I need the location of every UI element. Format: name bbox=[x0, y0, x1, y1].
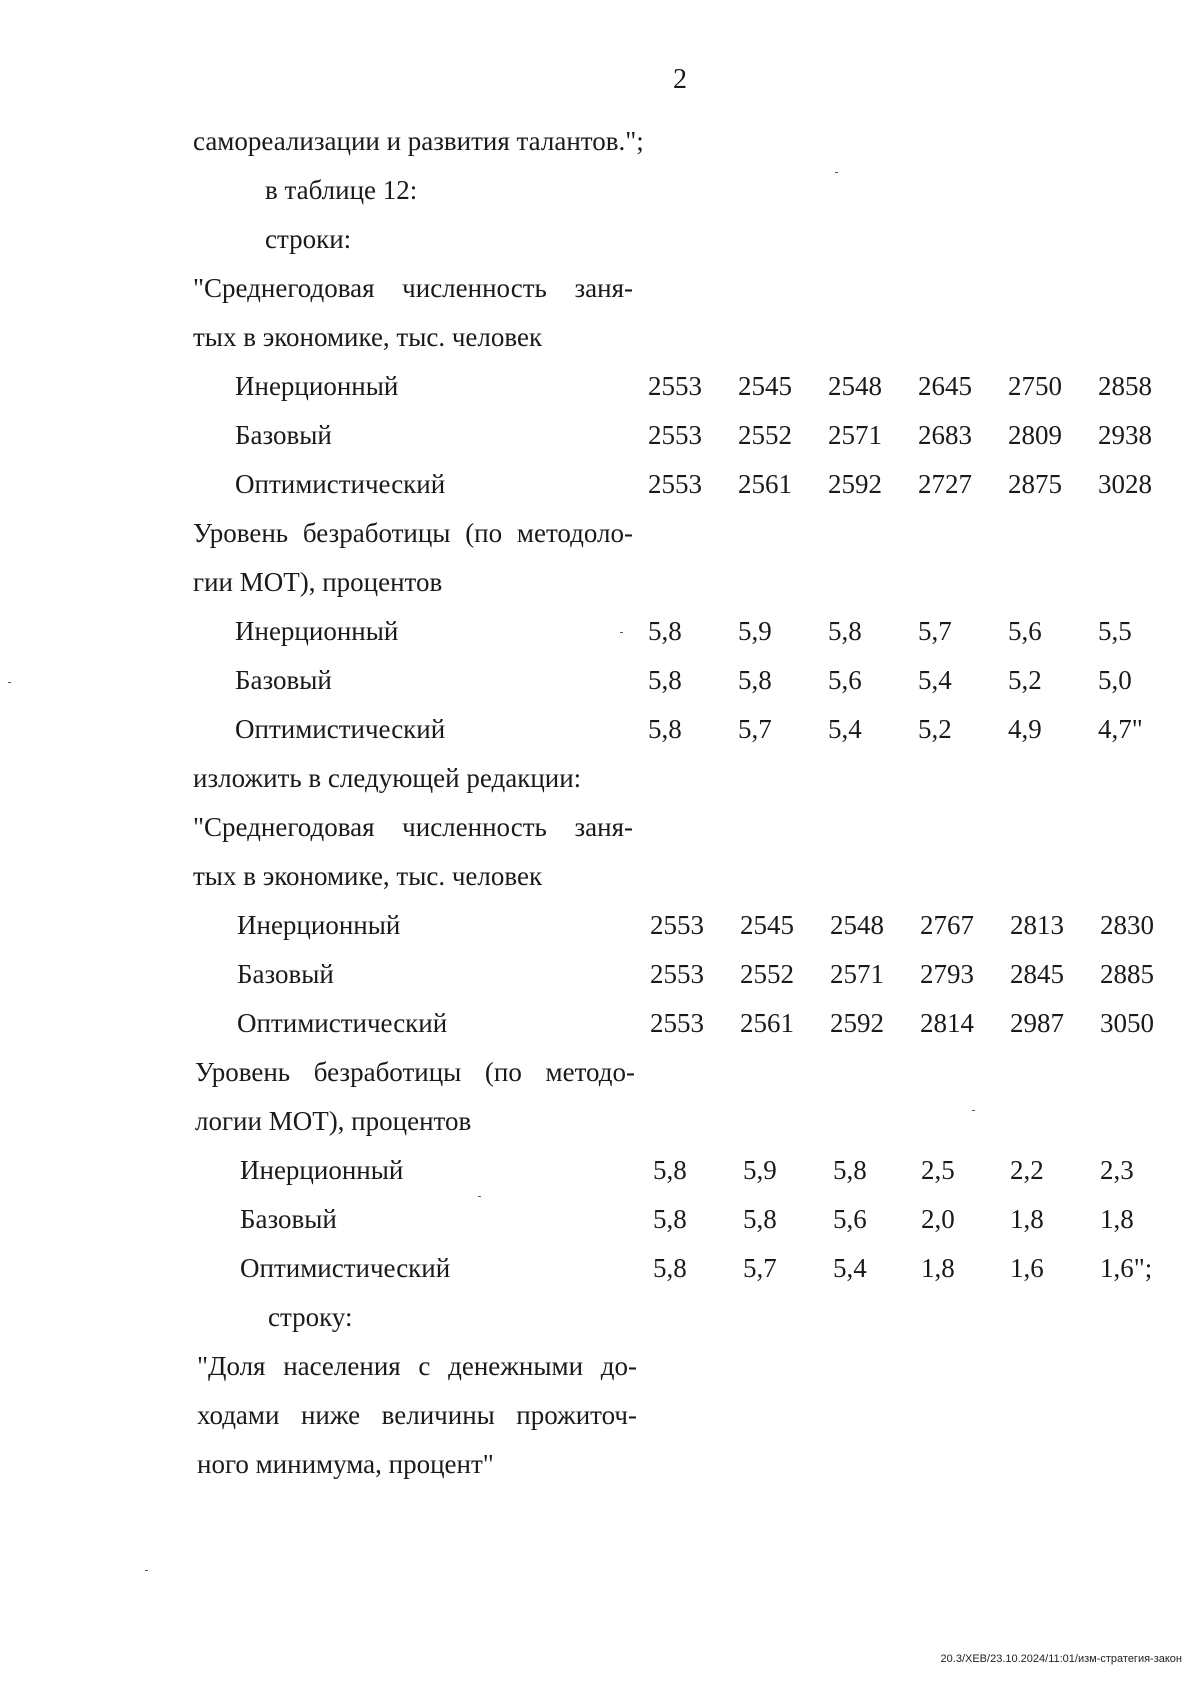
table-cell: 2727 bbox=[918, 469, 972, 499]
page-number: 2 bbox=[673, 64, 687, 95]
scan-speck bbox=[8, 682, 11, 683]
table-cell: 2,0 bbox=[921, 1204, 955, 1234]
table-cell: 2561 bbox=[738, 469, 792, 499]
old-unemployment-row bbox=[0, 614, 1200, 648]
table-cell: 2552 bbox=[738, 420, 792, 450]
table-cell: 1,8 bbox=[1100, 1204, 1134, 1234]
new-unemployment-row bbox=[0, 1251, 1200, 1285]
table-cell: 2553 bbox=[648, 371, 702, 401]
scenario-name: Инерционный bbox=[237, 910, 401, 940]
new-unemployment-row bbox=[0, 1202, 1200, 1236]
scenario-name: Оптимистический bbox=[240, 1253, 451, 1283]
table-cell: 2809 bbox=[1008, 420, 1062, 450]
table-cell: 1,8 bbox=[921, 1253, 955, 1283]
scan-speck bbox=[478, 1196, 481, 1197]
table-cell: 2571 bbox=[830, 959, 884, 989]
table-cell: 5,8 bbox=[828, 616, 862, 646]
old-employment-label bbox=[193, 271, 633, 305]
new-unemployment-label-line-1: Уровень безработицы (по методо- bbox=[195, 1057, 635, 1087]
scenario-name: Базовый bbox=[235, 665, 332, 695]
table-cell: 5,6 bbox=[833, 1204, 867, 1234]
old-unemployment-row bbox=[0, 712, 1200, 746]
scenario-name: Оптимистический bbox=[235, 469, 446, 499]
table-cell: 2830 bbox=[1100, 910, 1154, 940]
table-cell: 5,6 bbox=[828, 665, 862, 695]
table-cell: 5,2 bbox=[1008, 665, 1042, 695]
intro-line-3: строки: bbox=[265, 224, 352, 254]
scenario-name: Оптимистический bbox=[235, 714, 446, 744]
table-cell: 4,9 bbox=[1008, 714, 1042, 744]
table-cell: 2813 bbox=[1010, 910, 1064, 940]
table-cell: 2814 bbox=[920, 1008, 974, 1038]
closing-line-4: ного минимума, процент" bbox=[197, 1449, 494, 1479]
old-employment-row bbox=[0, 418, 1200, 452]
table-cell: 5,6 bbox=[1008, 616, 1042, 646]
scan-speck bbox=[972, 1110, 975, 1111]
old-employment-label-line-2: тых в экономике, тыс. человек bbox=[193, 322, 543, 352]
table-cell: 2592 bbox=[830, 1008, 884, 1038]
table-cell: 3050 bbox=[1100, 1008, 1154, 1038]
table-cell: 2767 bbox=[920, 910, 974, 940]
new-employment-row bbox=[0, 1006, 1200, 1040]
table-cell: 2683 bbox=[918, 420, 972, 450]
table-cell: 2875 bbox=[1008, 469, 1062, 499]
table-cell: 2545 bbox=[740, 910, 794, 940]
table-cell: 5,8 bbox=[653, 1155, 687, 1185]
new-employment-row bbox=[0, 957, 1200, 991]
new-employment-label-line-1: "Среднегодовая численность заня- bbox=[193, 812, 633, 842]
table-cell: 2592 bbox=[828, 469, 882, 499]
table-cell: 5,8 bbox=[833, 1155, 867, 1185]
table-cell: 2793 bbox=[920, 959, 974, 989]
intro-line-1: самореализации и развития талантов."; bbox=[193, 126, 644, 156]
table-cell: 1,6"; bbox=[1100, 1253, 1153, 1283]
table-cell: 2571 bbox=[828, 420, 882, 450]
old-unemployment-label bbox=[193, 516, 633, 550]
table-cell: 2553 bbox=[650, 910, 704, 940]
intro-line-2: в таблице 12: bbox=[265, 175, 418, 205]
table-cell: 5,9 bbox=[743, 1155, 777, 1185]
closing-label bbox=[197, 1349, 637, 1432]
table-cell: 5,4 bbox=[833, 1253, 867, 1283]
transition-text: изложить в следующей редакции: bbox=[193, 763, 582, 793]
table-cell: 2858 bbox=[1098, 371, 1152, 401]
scenario-name: Базовый bbox=[240, 1204, 337, 1234]
table-cell: 5,5 bbox=[1098, 616, 1132, 646]
table-cell: 5,7 bbox=[743, 1253, 777, 1283]
table-cell: 4,7" bbox=[1098, 714, 1143, 744]
table-cell: 5,2 bbox=[918, 714, 952, 744]
table-cell: 5,7 bbox=[918, 616, 952, 646]
scenario-name: Инерционный bbox=[235, 616, 399, 646]
table-cell: 1,6 bbox=[1010, 1253, 1044, 1283]
table-cell: 2645 bbox=[918, 371, 972, 401]
table-cell: 2552 bbox=[740, 959, 794, 989]
old-unemployment-row bbox=[0, 663, 1200, 697]
old-employment-row bbox=[0, 467, 1200, 501]
new-unemployment-row bbox=[0, 1153, 1200, 1187]
scenario-name: Базовый bbox=[235, 420, 332, 450]
new-employment-label-line-2: тых в экономике, тыс. человек bbox=[193, 861, 543, 891]
old-unemployment-label-line-2: гии МОТ), процентов bbox=[193, 567, 443, 597]
old-employment-row bbox=[0, 369, 1200, 403]
scan-speck bbox=[145, 1570, 148, 1571]
table-cell: 5,8 bbox=[738, 665, 772, 695]
table-cell: 5,8 bbox=[648, 616, 682, 646]
scenario-name: Базовый bbox=[237, 959, 334, 989]
scan-speck bbox=[620, 632, 623, 633]
table-cell: 2553 bbox=[650, 959, 704, 989]
table-cell: 2545 bbox=[738, 371, 792, 401]
table-cell: 2553 bbox=[648, 469, 702, 499]
table-cell: 2548 bbox=[828, 371, 882, 401]
table-cell: 2750 bbox=[1008, 371, 1062, 401]
table-cell: 5,7 bbox=[738, 714, 772, 744]
table-cell: 5,4 bbox=[828, 714, 862, 744]
table-cell: 1,8 bbox=[1010, 1204, 1044, 1234]
new-employment-row bbox=[0, 908, 1200, 942]
table-cell: 2,5 bbox=[921, 1155, 955, 1185]
scenario-name: Инерционный bbox=[235, 371, 399, 401]
table-cell: 2845 bbox=[1010, 959, 1064, 989]
scenario-name: Оптимистический bbox=[237, 1008, 448, 1038]
old-employment-label-line-1: "Среднегодовая численность заня- bbox=[193, 273, 633, 303]
table-cell: 2,2 bbox=[1010, 1155, 1044, 1185]
scenario-name: Инерционный bbox=[240, 1155, 404, 1185]
closing-line-1: строку: bbox=[268, 1302, 353, 1332]
table-cell: 3028 bbox=[1098, 469, 1152, 499]
table-cell: 5,8 bbox=[743, 1204, 777, 1234]
table-cell: 2553 bbox=[648, 420, 702, 450]
table-cell: 2987 bbox=[1010, 1008, 1064, 1038]
table-cell: 2,3 bbox=[1100, 1155, 1134, 1185]
table-cell: 5,9 bbox=[738, 616, 772, 646]
new-employment-label bbox=[193, 810, 633, 844]
table-cell: 5,8 bbox=[653, 1253, 687, 1283]
table-cell: 2548 bbox=[830, 910, 884, 940]
closing-line-2: "Доля населения с денежными до- bbox=[197, 1351, 637, 1381]
table-cell: 2938 bbox=[1098, 420, 1152, 450]
table-cell: 5,8 bbox=[648, 665, 682, 695]
table-cell: 5,0 bbox=[1098, 665, 1132, 695]
new-unemployment-label bbox=[195, 1055, 635, 1089]
table-cell: 2561 bbox=[740, 1008, 794, 1038]
table-cell: 5,4 bbox=[918, 665, 952, 695]
table-cell: 2885 bbox=[1100, 959, 1154, 989]
table-cell: 5,8 bbox=[648, 714, 682, 744]
closing-line-3: ходами ниже величины прожиточ- bbox=[197, 1400, 637, 1430]
new-unemployment-label-line-2: логии МОТ), процентов bbox=[195, 1106, 472, 1136]
old-unemployment-label-line-1: Уровень безработицы (по методоло- bbox=[193, 518, 633, 548]
scan-speck bbox=[835, 172, 838, 173]
document-footer: 20.3/ХЕВ/23.10.2024/11:01/изм-стратегия-закон bbox=[940, 1653, 1182, 1665]
table-cell: 2553 bbox=[650, 1008, 704, 1038]
table-cell: 5,8 bbox=[653, 1204, 687, 1234]
